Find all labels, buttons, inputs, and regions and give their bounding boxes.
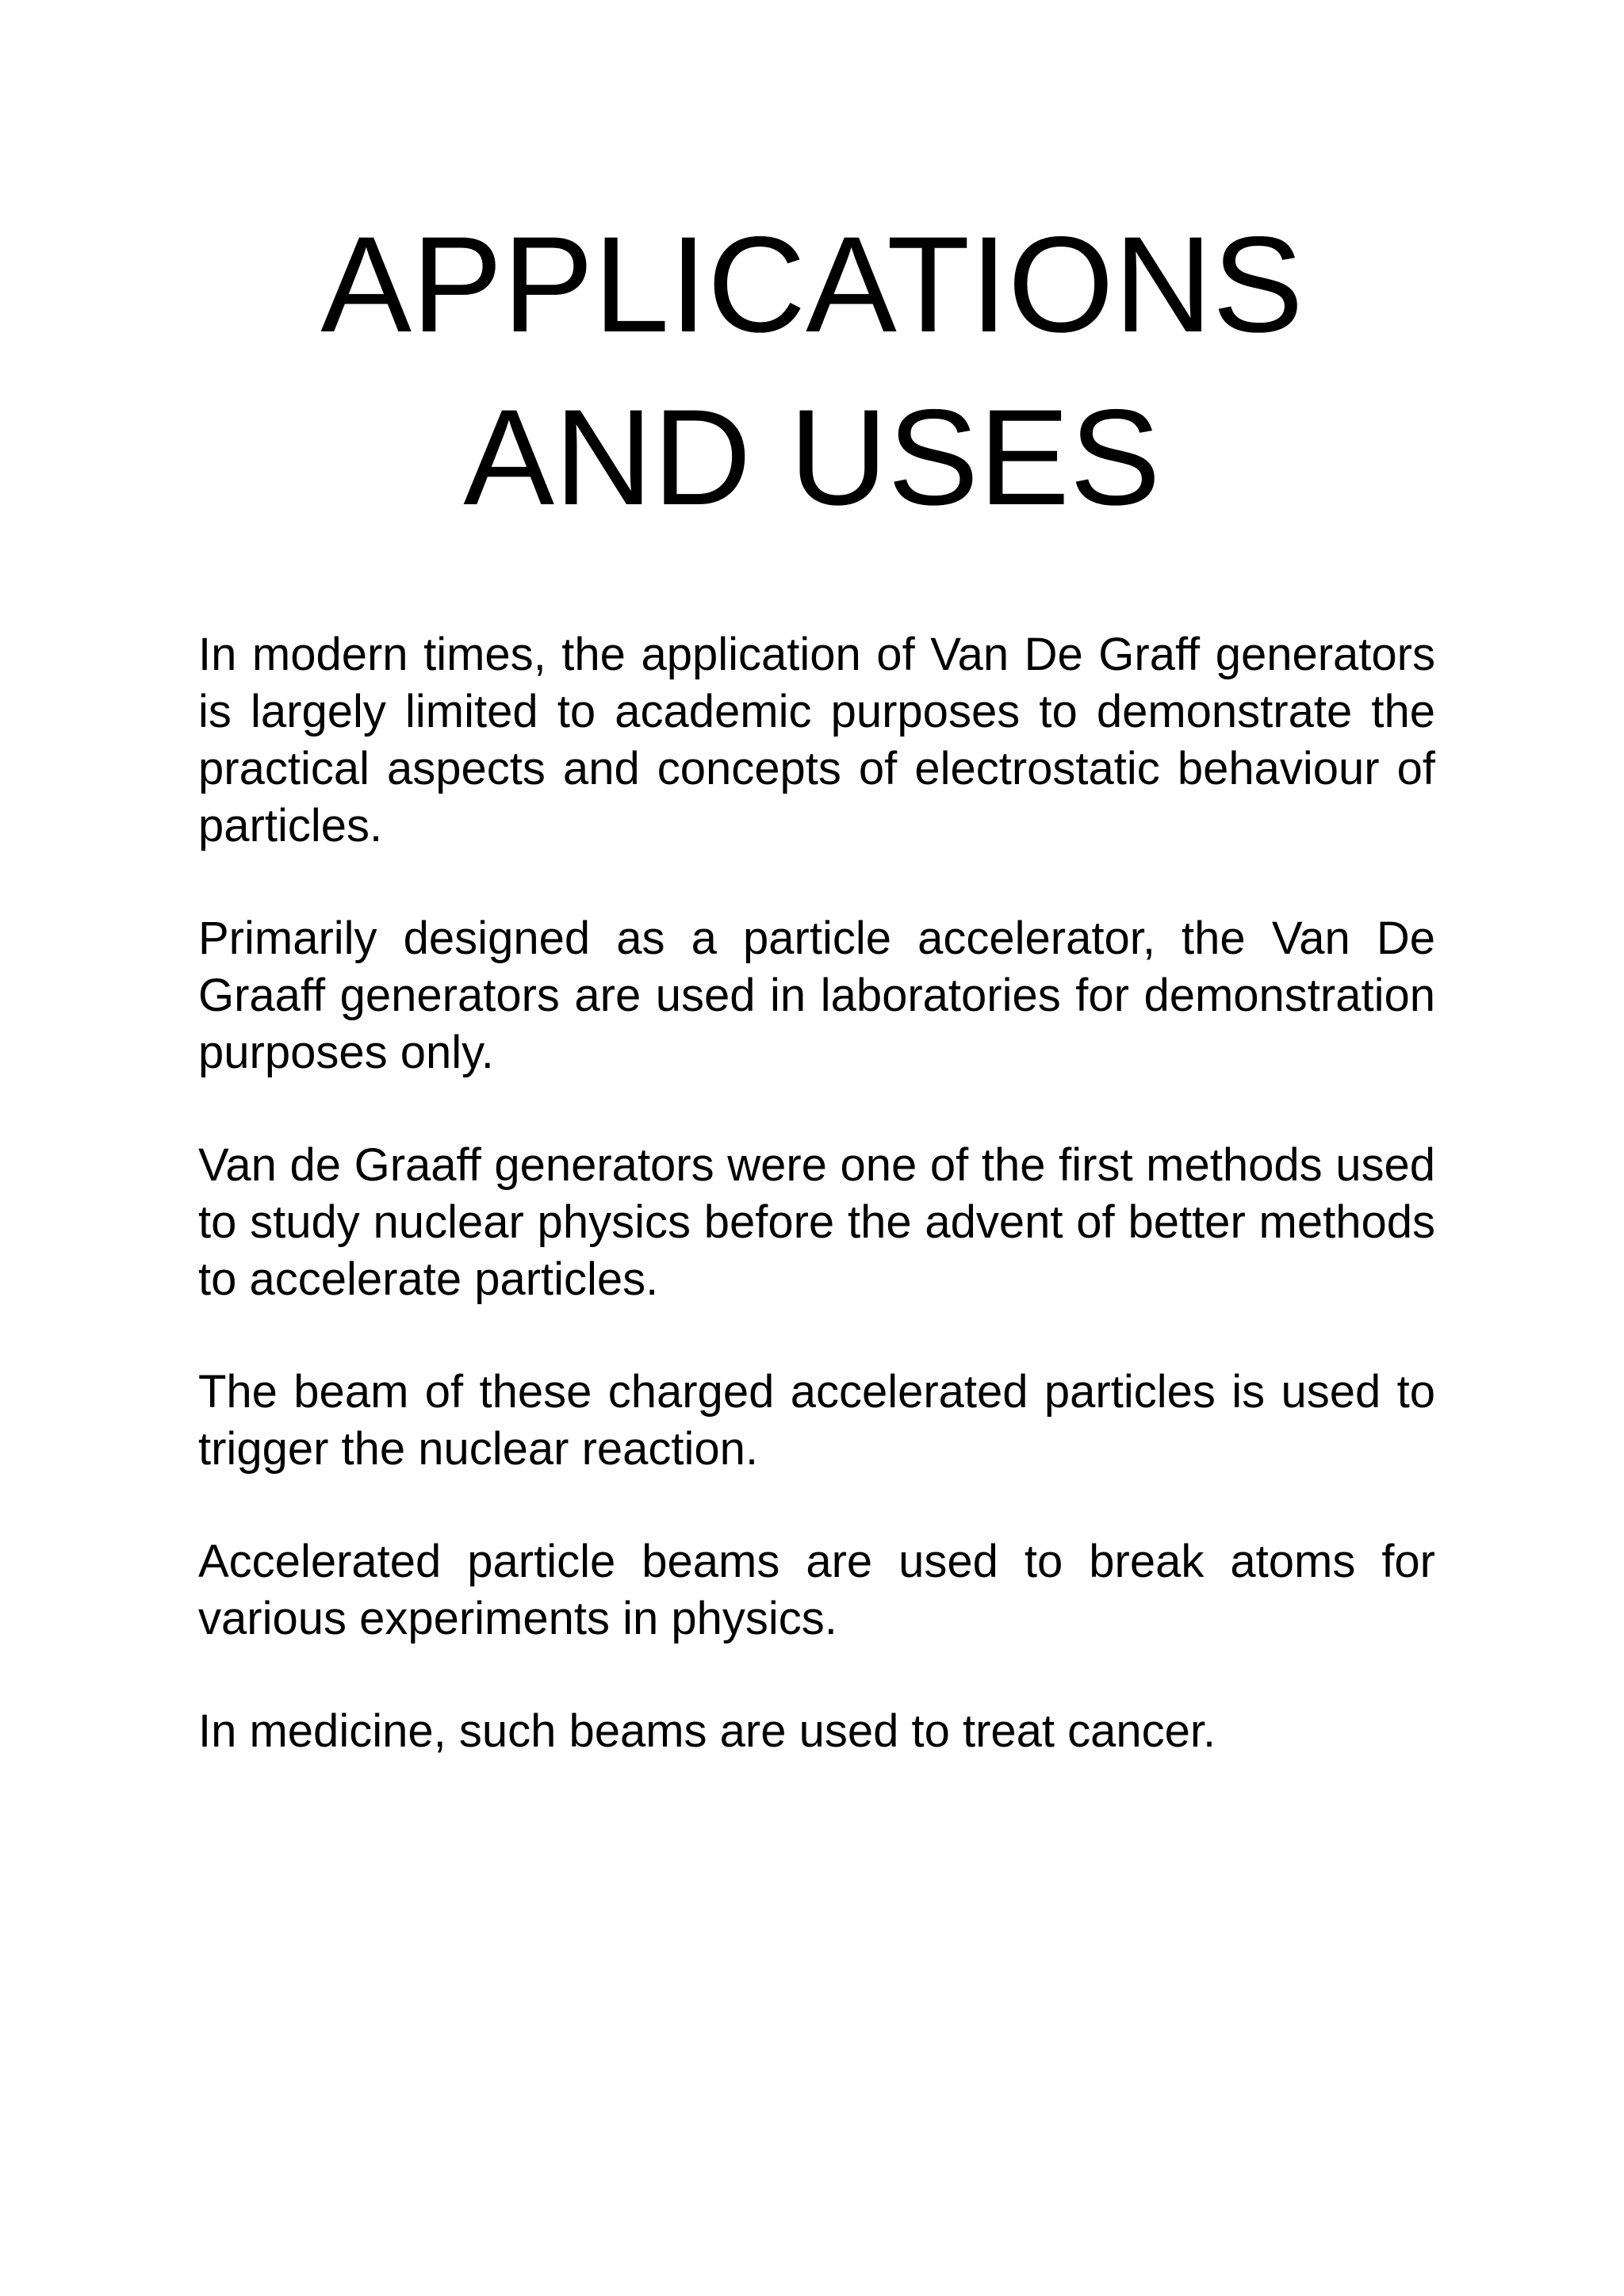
page-title (0, 198, 1624, 544)
paragraph-5: Accelerated particle beams are used to break atoms for various experiments in physics. (198, 1536, 1435, 1644)
paragraph-1: In modern times, the application of Van De Graff generators is largely limited to academic purposes to demonstrate the practical aspects and concepts of electrostatic behaviour of particles. (198, 629, 1435, 851)
paragraph-3: Van de Graaff generators were one of the first methods used to study nuclear physics before the advent of better methods to accelerate particles. (198, 1139, 1435, 1305)
paragraph-4: The beam of these charged accelerated particles is used to trigger the nuclear reaction. (198, 1366, 1435, 1475)
body-text (198, 626, 1435, 1816)
paragraph-2: Primarily designed as a particle accelerator, the Van De Graaff generators are used in laboratories for demonstration purposes only. (198, 913, 1435, 1078)
title-line-2: AND USES (463, 381, 1161, 534)
paragraph-6: In medicine, such beams are used to treat cancer. (198, 1705, 1216, 1757)
title-line-1: APPLICATIONS (320, 209, 1304, 361)
